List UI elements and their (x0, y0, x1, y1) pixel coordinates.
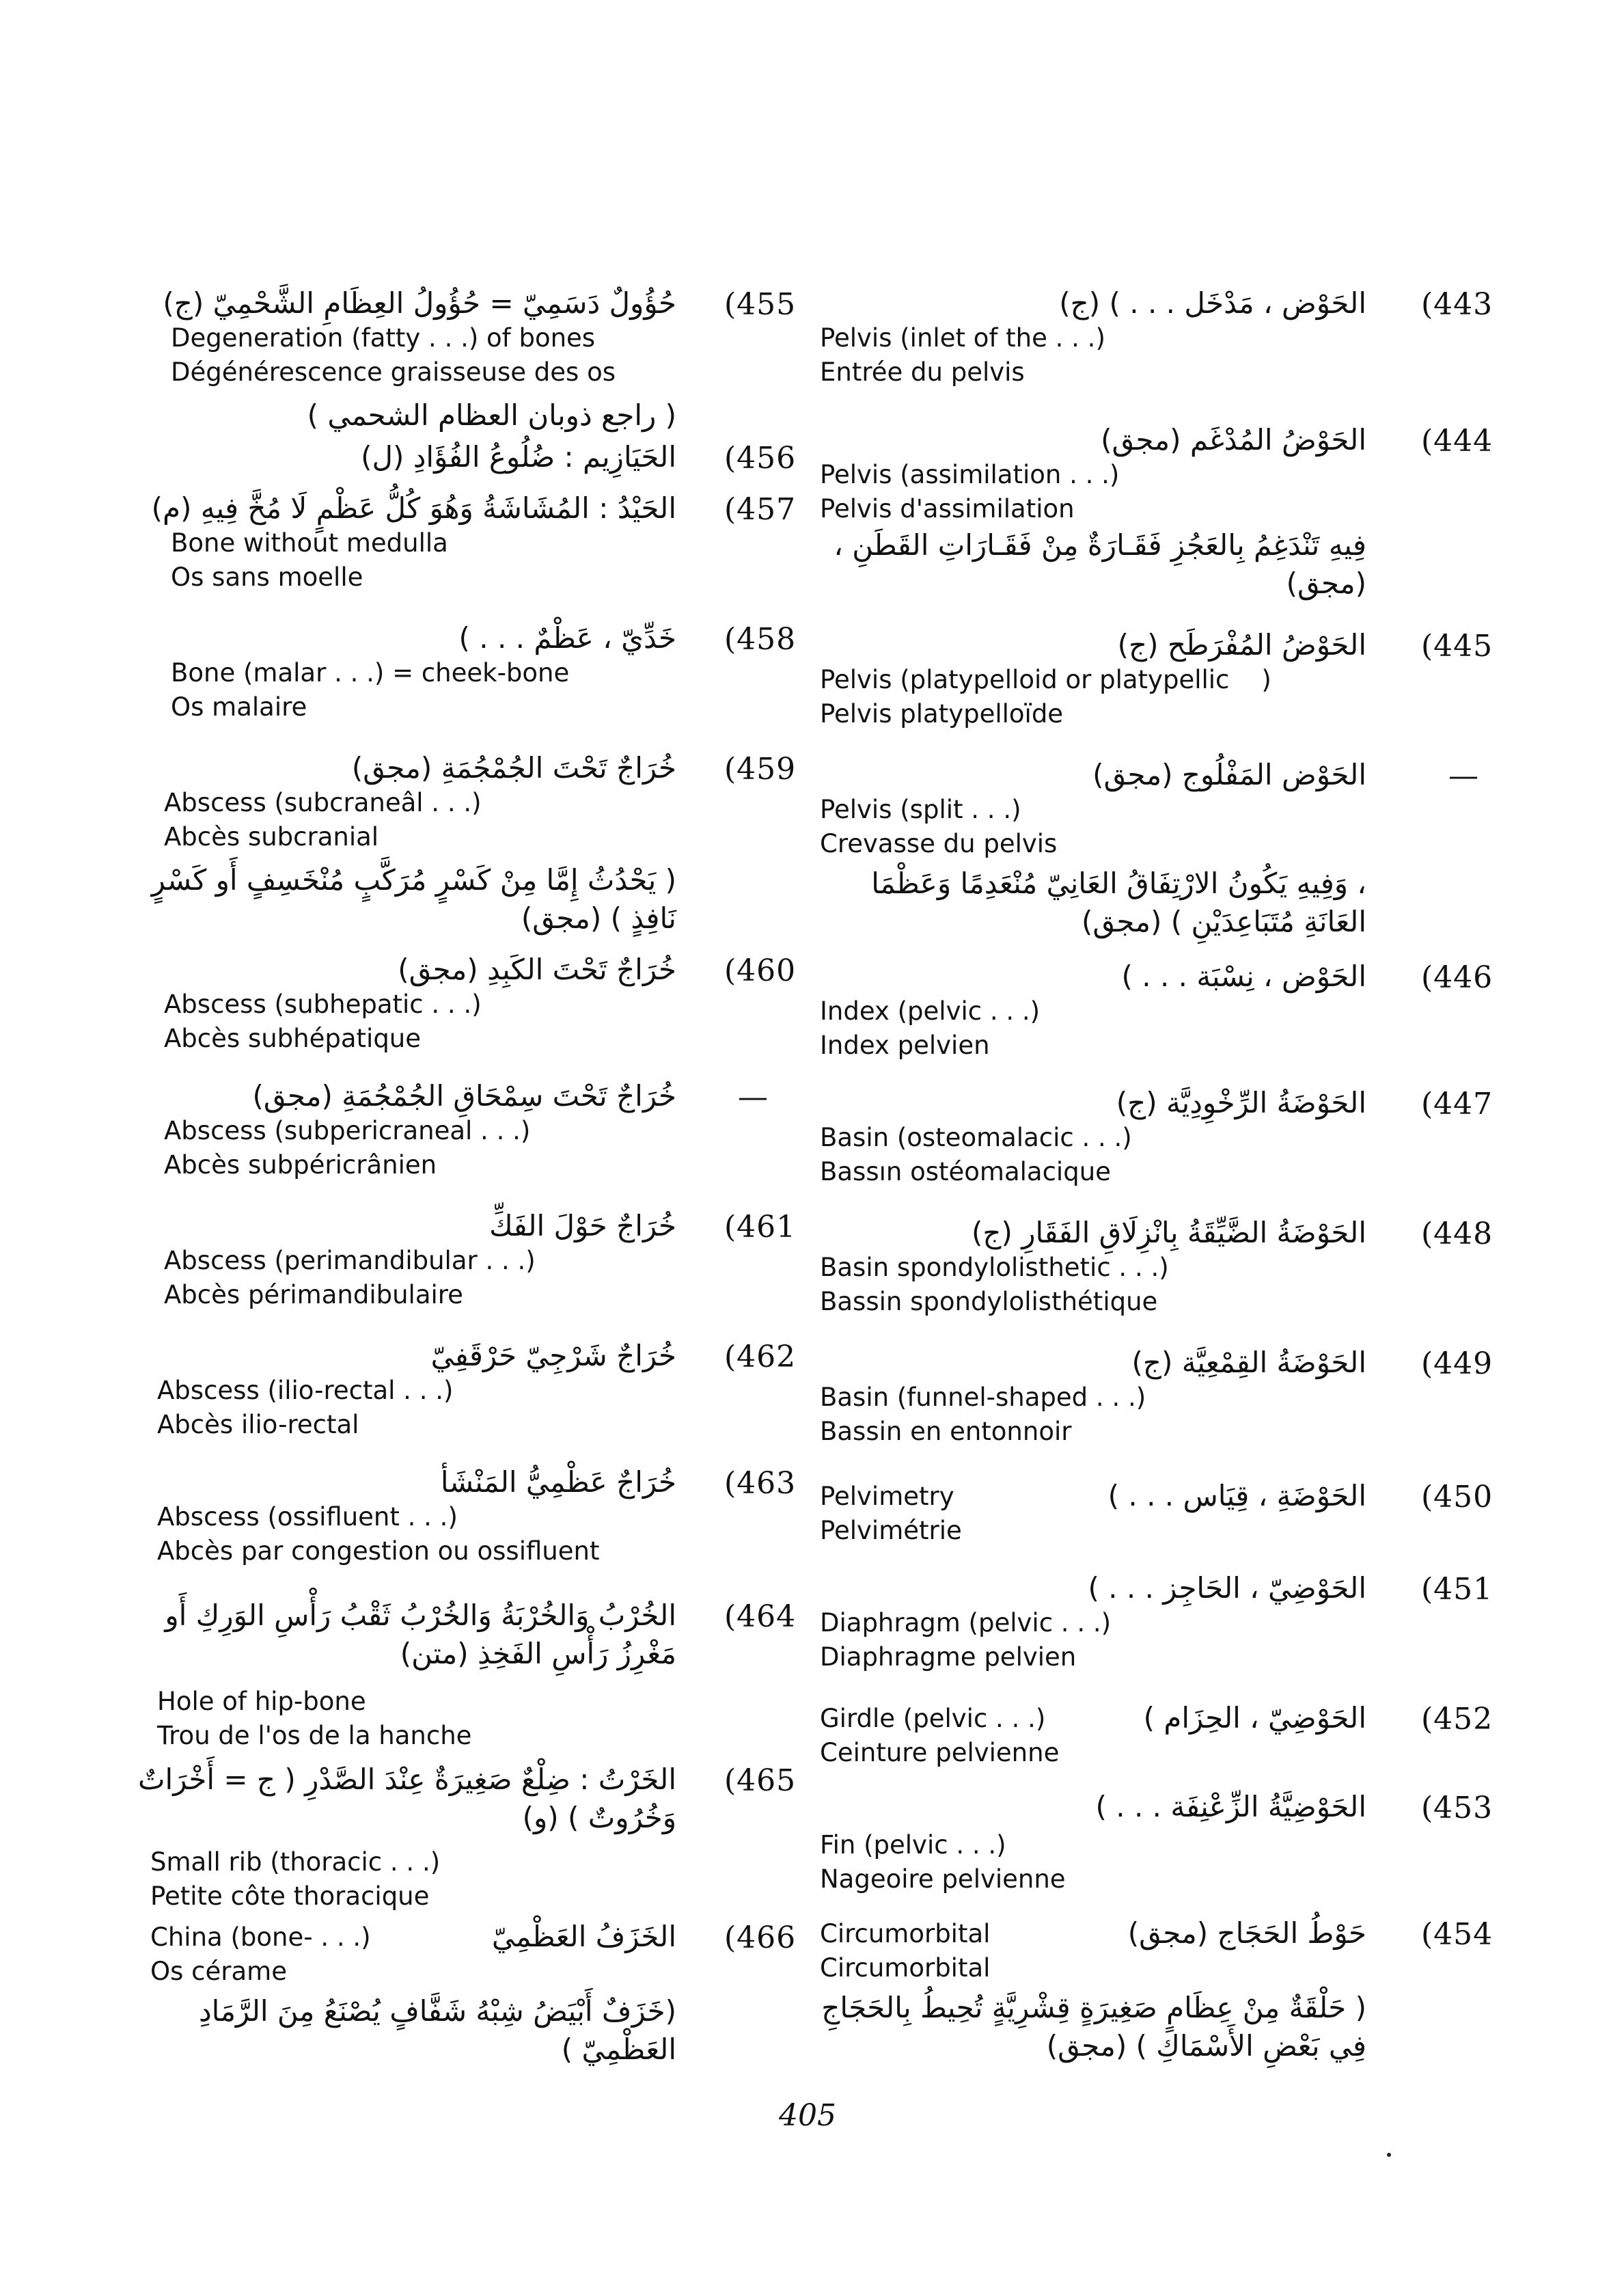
english-term: Abscess (subhepatic . . .) (164, 990, 482, 1019)
entry-number: (464 (724, 1599, 797, 1634)
english-term: Small rib (thoracic . . .) (150, 1847, 441, 1877)
entry-number: (445 (1421, 629, 1494, 664)
arabic-term: خُرَاجٌ تَحْتَ الكَبِدِ (مجق) (398, 953, 676, 986)
arabic-term: الحَوْضُ المُدْغَم (مجق) (1101, 423, 1366, 457)
french-term: Abcès subcranial (164, 822, 379, 852)
french-term: Diaphragme pelvien (820, 1642, 1077, 1672)
english-term: Hole of hip-bone (157, 1687, 366, 1716)
page-number: 405 (779, 2098, 836, 2133)
entry-number: (460 (724, 953, 797, 988)
english-term: Bone without medulla (171, 528, 448, 558)
arabic-term: الحَيْدُ : المُشَاشَةُ وَهُوَ كُلُّ عَظْمٍ لَا مُخَّ فِيهِ (م) (151, 491, 676, 525)
english-term: Pelvis (split . . .) (820, 795, 1021, 824)
english-term: Abscess (ossifluent . . .) (157, 1502, 458, 1532)
english-term: Abscess (subcraneâl . . .) (164, 788, 482, 817)
arabic-note: ( حَلْقَةٌ مِنْ عِظَامٍ صَغِيرَةٍ قِشْرِيَّةٍ تُحِيطُ بِالحَجَاجِ فِي بَعْضِ الأَسْمَاكِ ) (مجق) (821, 1991, 1366, 2063)
entry-number: (461 (724, 1210, 797, 1245)
english-term: Bone (malar . . .) = cheek-bone (171, 658, 570, 688)
entry-number: (447 (1421, 1087, 1494, 1121)
entry-number: (448 (1421, 1216, 1494, 1251)
french-term: Trou de l'os de la hanche (157, 1721, 472, 1750)
french-term: Crevasse du pelvis (820, 829, 1058, 858)
arabic-term: خُرَاجٌ تَحْتَ سِمْحَاقِ الجُمْجُمَةِ (مجق) (252, 1079, 676, 1113)
arabic-note: ( راجع ذوبان العظام الشحمي ) (307, 398, 676, 432)
english-term: Pelvis (inlet of the . . .) (820, 323, 1105, 353)
entry-number: (444 (1421, 424, 1494, 459)
french-term: Bassin spondylolisthétique (820, 1287, 1158, 1316)
english-term: Diaphragm (pelvic . . .) (820, 1608, 1112, 1637)
arabic-note: (خَزَفٌ أَبْيَضُ شِبْهُ شَفَّافٍ يُصْنَعُ مِنَ الرَّمَادِ العَظْمِيّ ) (198, 1994, 676, 2066)
speck (1387, 2153, 1391, 2157)
arabic-term: خُرَاجٌ تَحْتَ الجُمْجُمَةِ (مجق) (351, 751, 676, 785)
french-term: Abcès ilio-rectal (157, 1410, 359, 1439)
french-term: Abcès subhépatique (164, 1024, 422, 1053)
french-term: Pelvimétrie (820, 1516, 962, 1545)
entry-number: (463 (724, 1466, 797, 1501)
english-term: Pelvimetry (820, 1482, 954, 1511)
entry-number: — (1448, 759, 1479, 793)
entry-number: (451 (1421, 1572, 1494, 1607)
english-term: Girdle (pelvic . . .) (820, 1704, 1046, 1733)
arabic-term: الحَوْضَةُ القِمْعِيَّة (ج) (1131, 1346, 1366, 1379)
french-term: Pelvis d'assimilation (820, 494, 1075, 524)
english-term: Fin (pelvic . . .) (820, 1830, 1006, 1860)
english-term: Pelvis (assimilation . . .) (820, 460, 1120, 489)
french-term: Bassın ostéomalacique (820, 1157, 1111, 1186)
french-term: Entrée du pelvis (820, 357, 1025, 387)
entry-number: (465 (724, 1763, 797, 1798)
arabic-term: حَوْطُ الحَجَاج (مجق) (1127, 1916, 1366, 1950)
french-term: Os malaire (171, 692, 307, 722)
french-term: Petite côte thoracique (150, 1881, 430, 1911)
english-term: Circumorbital (820, 1919, 991, 1948)
arabic-term: خُرَاجٌ حَوْلَ الفَكِّ (489, 1209, 676, 1242)
french-term: Index pelvien (820, 1031, 990, 1060)
arabic-term: الخَزَفُ العَظْمِيّ (491, 1920, 676, 1953)
french-term: Nageoire pelvienne (820, 1864, 1066, 1894)
arabic-term: خُرَاجٌ عَظْمِيُّ المَنْشَأ (440, 1465, 676, 1499)
arabic-term: الحَوْضِيّ ، الحِزَام ) (1143, 1701, 1366, 1735)
english-term: Degeneration (fatty . . .) of bones (171, 323, 596, 353)
arabic-term: الحَوْضَةِ ، قِيَاس . . . ) (1107, 1479, 1366, 1512)
arabic-note: ، وَفِيهِ يَكُونُ الارْتِفَاقُ العَانِيّ مُنْعَدِمًا وَعَظْمَا العَانَةِ مُتَبَاعِدَيْنِ ) (مجق) (871, 867, 1366, 938)
entry-number: (455 (724, 287, 797, 322)
english-term: Pelvis (platypelloid or platypellic ) (820, 665, 1271, 694)
french-term: Os sans moelle (171, 562, 363, 592)
english-term: Abscess (perimandibular . . .) (164, 1246, 536, 1275)
arabic-term: الحَوْضِيّ ، الحَاجِز . . . ) (1088, 1571, 1366, 1605)
entry-number: (443 (1421, 287, 1494, 322)
entry-number: (462 (724, 1340, 797, 1374)
arabic-term: الخَرْتُ : ضِلْعٌ صَغِيرَةٌ عِنْدَ الصَّدْرِ ( ج = أَخْرَاتٌ وَخُرُوتٌ ) (و) (138, 1763, 676, 1834)
entry-number: — (738, 1080, 769, 1115)
french-term: Dégénérescence graisseuse des os (171, 357, 616, 387)
entry-number: (450 (1421, 1480, 1494, 1514)
french-term: Circumorbital (820, 1953, 991, 1983)
arabic-term: الحَوْضِيَّةُ الزِّعْنِفَة . . . ) (1095, 1790, 1366, 1823)
entry-number: (458 (724, 622, 797, 657)
entry-number: (449 (1421, 1346, 1494, 1381)
arabic-term: حُؤُولٌ دَسَمِيّ = حُؤُولُ العِظَامِ الشَّحْمِيّ (ج) (163, 286, 676, 320)
english-term: Abscess (ilio-rectal . . .) (157, 1376, 454, 1405)
arabic-term: الحَوْض المَفْلُوج (مجق) (1092, 758, 1366, 791)
french-term: Bassin en entonnoir (820, 1417, 1072, 1446)
english-term: Basin (osteomalacic . . .) (820, 1123, 1132, 1152)
english-term: Basin (funnel-shaped . . .) (820, 1383, 1146, 1412)
arabic-term: الحَوْضَةُ الرِّخْوِدِيَّة (ج) (1116, 1086, 1366, 1119)
french-term: Abcès subpéricrânien (164, 1150, 437, 1180)
entry-number: (452 (1421, 1702, 1494, 1737)
french-term: Abcès par congestion ou ossifluent (157, 1536, 600, 1566)
arabic-term: الخُرْبُ وَالخُرْبَةُ وَالخُرْبُ ثَقْبُ رَأْسِ الوَرِكِ أَو مَغْرِزُ رَأْسِ الفَخِذِ (متن) (165, 1599, 676, 1670)
french-term: Os cérame (150, 1957, 287, 1986)
english-term: China (bone- . . .) (150, 1922, 371, 1952)
arabic-term: خُرَاجٌ شَرْجِيّ حَرْقَفِيّ (430, 1339, 676, 1372)
entry-number: (457 (724, 492, 797, 527)
entry-number: (446 (1421, 960, 1494, 995)
french-term: Ceinture pelvienne (820, 1738, 1060, 1767)
arabic-note: فِيهِ تَنْدَغِمُ بِالعَجُزِ فَقَـارَةٌ مِنْ فَقَـارَاتِ القَطَنِ ، (مجق) (834, 528, 1366, 600)
arabic-term: الحَوْض ، مَدْخَل . . . ) (ج) (1059, 286, 1366, 320)
french-term: Pelvis platypelloïde (820, 699, 1064, 729)
arabic-note: ( يَحْدُثُ إِمَّا مِنْ كَسْرٍ مُرَكَّبٍ مُنْخَسِفٍ أَو كَسْرٍ نَافِذٍ ) (مجق) (151, 863, 676, 935)
entry-number: (459 (724, 752, 797, 787)
arabic-term: الحَيَازِيم : ضُلُوعُ الفُؤَادِ (ل) (361, 440, 676, 474)
english-term: Abscess (subpericraneal . . .) (164, 1116, 531, 1145)
arabic-term: الحَوْضَةُ الضَّيِّقَةُ بِانْزِلَاقِ الفَقَارِ (ج) (972, 1216, 1366, 1249)
entry-number: (453 (1421, 1791, 1494, 1825)
arabic-term: الحَوْضُ المُفْرَطَح (ج) (1117, 628, 1366, 662)
arabic-term: الحَوْض ، نِسْبَة . . . ) (1121, 960, 1366, 993)
entry-number: (456 (724, 441, 797, 476)
english-term: Basin spondylolisthetic . . .) (820, 1253, 1169, 1282)
entry-number: (466 (724, 1920, 797, 1955)
french-term: Abcès périmandibulaire (164, 1280, 463, 1309)
entry-number: (454 (1421, 1917, 1494, 1952)
arabic-term: خَدِّيّ ، عَظْمٌ . . . ) (458, 621, 676, 655)
english-term: Index (pelvic . . .) (820, 996, 1041, 1026)
